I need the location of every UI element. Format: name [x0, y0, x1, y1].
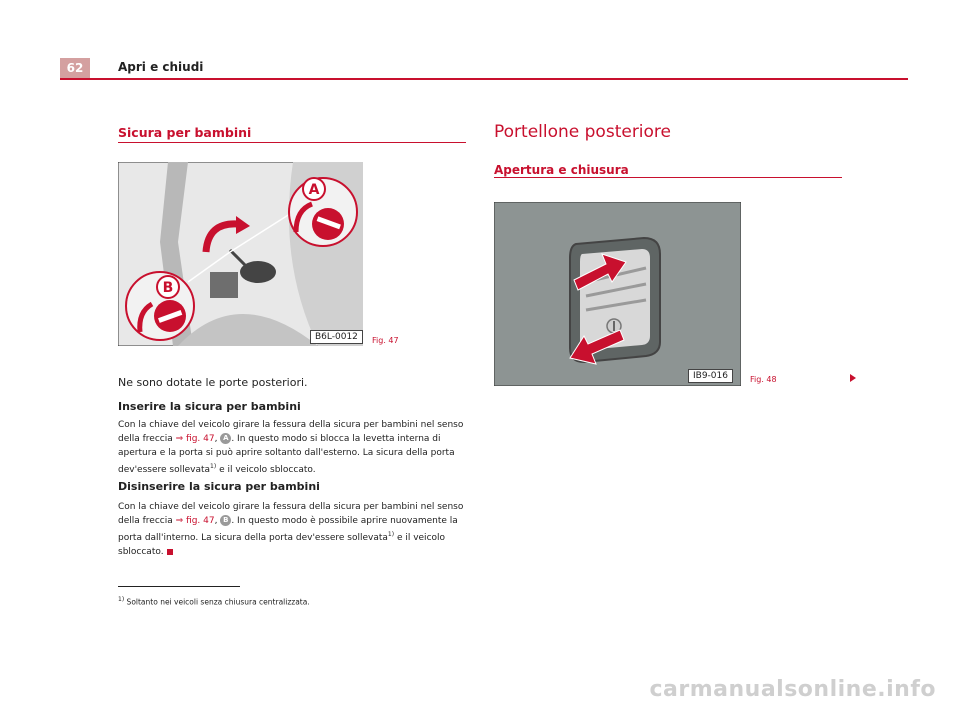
- footnote-ref: 1): [387, 531, 395, 538]
- footnote-mark: 1): [118, 596, 125, 603]
- section-rule: [118, 142, 466, 143]
- text: e il veicolo sbloccato.: [216, 465, 316, 475]
- footnote-text: Soltanto nei veicoli senza chiusura centralizzata.: [124, 597, 310, 607]
- text: e il veicolo sbloccato.: [118, 533, 446, 557]
- badge-a: A: [220, 433, 231, 444]
- arrow-glyph: ⇒: [175, 516, 184, 526]
- figure-47-child-lock: [118, 162, 363, 346]
- subheading-remove: Disinserire la sicura per bambini: [118, 480, 320, 493]
- tailgate-handle-illustration: [494, 202, 741, 386]
- callout-a: A: [308, 182, 320, 198]
- header-title: Apri e chiudi: [118, 60, 204, 74]
- text: Con la chiave del veicolo girare la fessura della sicura per bambini nel senso della freccia: [118, 420, 464, 444]
- arrow-glyph: ⇒: [175, 434, 184, 444]
- page-number: 62: [60, 58, 90, 78]
- figure-code: B6L-0012: [310, 330, 363, 344]
- figure-caption: Fig. 48: [750, 375, 777, 384]
- child-lock-illustration: [118, 162, 363, 346]
- figure-48-tailgate: [494, 202, 741, 386]
- figure-link[interactable]: fig. 47: [186, 434, 215, 444]
- figure-caption: Fig. 47: [372, 336, 399, 345]
- text: Con la chiave del veicolo girare la fessura della sicura per bambini nel senso della freccia: [118, 502, 464, 526]
- figure-link[interactable]: fig. 47: [186, 516, 215, 526]
- section-title-child-lock: Sicura per bambini: [118, 125, 252, 140]
- text: . In questo modo si blocca la levetta interna di apertura e la porta si può aprire soltanto dall'esterno. La sicura della porta dev'essere sollevata: [118, 434, 455, 475]
- footnote: [118, 596, 310, 607]
- text: . In questo modo è possibile aprire nuovamente la porta dall'interno. La sicura della porta dev'essere sollevata: [118, 516, 458, 543]
- section-rule: [494, 177, 842, 178]
- header-rule: [60, 78, 908, 80]
- badge-b: B: [220, 515, 231, 526]
- intro-text: Ne sono dotate le porte posteriori.: [118, 376, 308, 389]
- text: ,: [214, 516, 221, 526]
- footnote-rule: [118, 586, 240, 587]
- section-title-open-close: Apertura e chiusura: [494, 163, 629, 177]
- figure-code: IB9-016: [688, 369, 733, 383]
- end-marker-icon: [167, 549, 173, 555]
- text: ,: [214, 434, 221, 444]
- watermark: carmanualsonline.info: [649, 677, 936, 702]
- paragraph-remove: [118, 500, 470, 559]
- subheading-insert: Inserire la sicura per bambini: [118, 400, 301, 413]
- continue-arrow-icon: [850, 374, 856, 382]
- callout-b: B: [162, 280, 174, 296]
- footnote-ref: 1): [210, 463, 217, 470]
- chapter-title: Portellone posteriore: [494, 122, 672, 142]
- paragraph-insert: [118, 418, 470, 477]
